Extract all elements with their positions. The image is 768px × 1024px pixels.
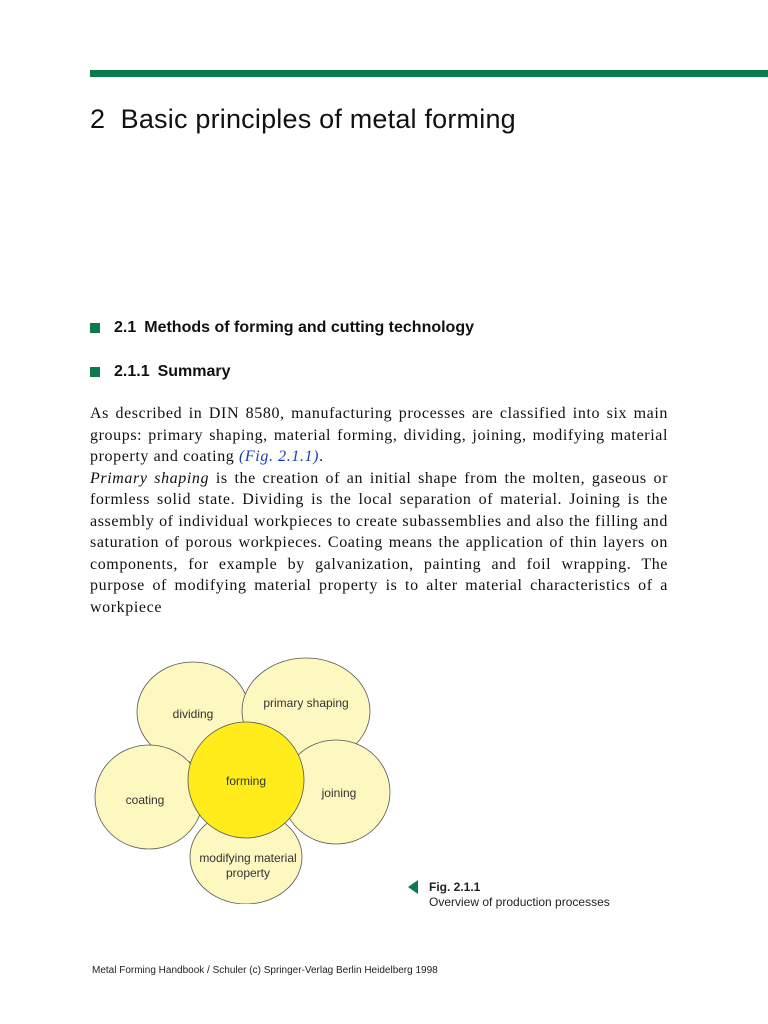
caption-arrow-icon (408, 880, 418, 894)
paragraph-1 (90, 403, 668, 468)
label-dividing: dividing (172, 707, 214, 721)
paragraph-2-text: is the creation of an initial shape from the molten, gaseous or formless solid state. Dividing is the local separation of material. Joining is the assembly of individual workpieces to create subassemblies and also the filling and saturation of porous workpieces. Coating means the application of thin layers on components, for example by galvanization, painting and foil wrapping. The purpose of modifying material property is to alter material characteristics of a workpiece (90, 469, 668, 616)
section-title: Methods of forming and cutting technology (144, 319, 474, 336)
body-text (90, 403, 668, 618)
flower-diagram-svg (90, 654, 400, 904)
section-title: Summary (157, 363, 231, 380)
caption-text-block (429, 880, 610, 909)
label-joining: joining (321, 786, 357, 800)
page-footer: Metal Forming Handbook / Schuler (c) Springer-Verlag Berlin Heidelberg 1998 (92, 965, 438, 976)
section-heading-2-1 (90, 319, 474, 337)
paragraph-1-text: As described in DIN 8580, manufacturing processes are classified into six main groups: primary shaping, material forming, dividing, joining, modifying material property and coating (90, 405, 668, 465)
section-number: 2.1.1 (114, 363, 150, 380)
figure-reference-link[interactable]: (Fig. 2.1.1) (239, 448, 320, 465)
label-forming: forming (225, 774, 267, 788)
chapter-number: 2 (90, 104, 106, 134)
label-modifying-line-2: property (225, 866, 271, 880)
caption-label: Fig. 2.1.1 (429, 880, 481, 894)
top-rule (90, 70, 768, 77)
chapter-title (90, 104, 516, 135)
label-primary-shaping: primary shaping (263, 696, 349, 710)
chapter-title-text: Basic principles of metal forming (120, 104, 516, 134)
section-heading-2-1-1 (90, 363, 231, 381)
paragraph-2 (90, 468, 668, 619)
paragraph-1-end: . (319, 448, 324, 465)
caption-description: Overview of production processes (429, 895, 610, 909)
term-primary-shaping: Primary shaping (90, 469, 210, 487)
production-processes-diagram (90, 654, 400, 904)
label-modifying-line-1: modifying material (199, 851, 297, 865)
bullet-square-icon (90, 367, 100, 377)
bullet-square-icon (90, 323, 100, 333)
label-coating: coating (125, 793, 165, 807)
figure-caption (408, 880, 610, 909)
section-number: 2.1 (114, 319, 137, 336)
